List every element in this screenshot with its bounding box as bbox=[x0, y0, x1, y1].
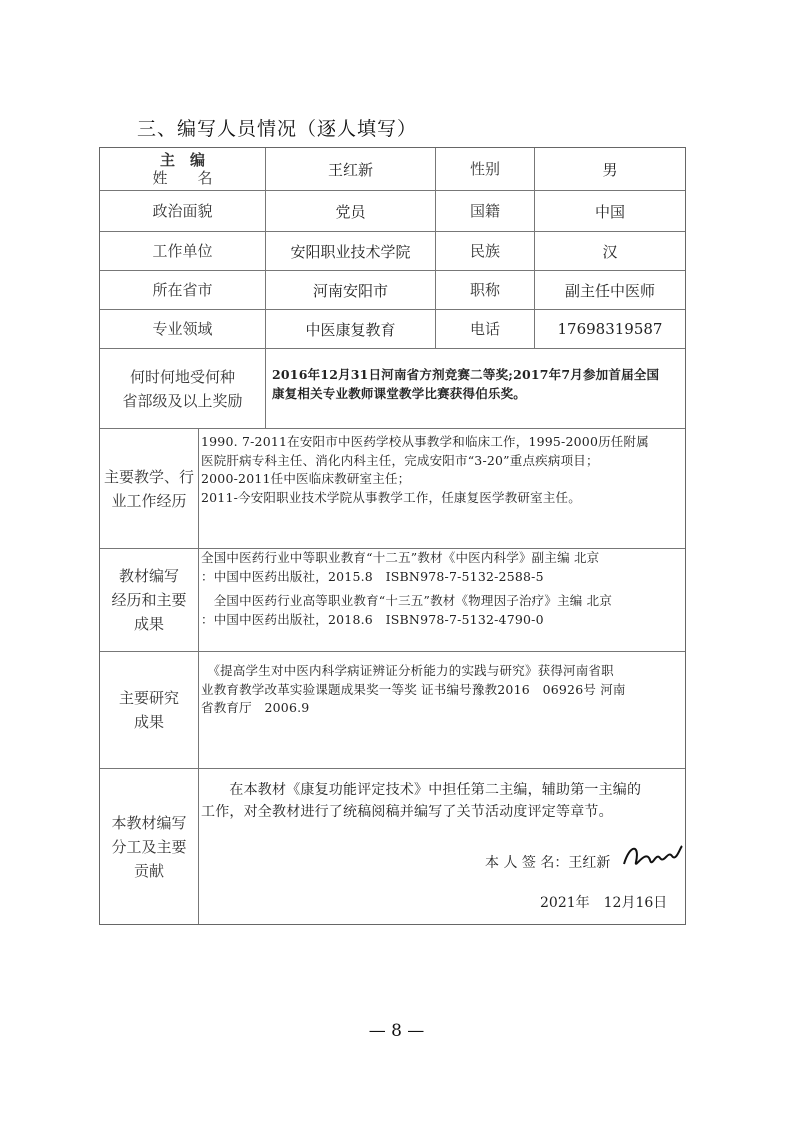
section-heading: 三、编写人员情况（逐人填写） bbox=[137, 118, 418, 140]
experience-text bbox=[201, 433, 685, 507]
experience-label-cell bbox=[100, 429, 198, 548]
experience-line: 2011-今安阳职业技术学院从事教学工作，任康复医学教研室主任。 bbox=[201, 489, 581, 505]
work-unit-value: 安阳职业技术学院 bbox=[290, 242, 411, 261]
title-value: 副主任中医师 bbox=[564, 281, 655, 300]
awards-text-line2: 康复相关专业教师课堂教学比赛获得伯乐奖。 bbox=[272, 385, 527, 401]
nationality-value: 中国 bbox=[594, 202, 625, 221]
name-value: 王红新 bbox=[327, 160, 373, 179]
textbooks-label-line2: 经历和主要 bbox=[111, 591, 187, 609]
signature-row bbox=[485, 852, 610, 872]
name-label: 姓 名 bbox=[152, 169, 213, 187]
research-label-line2: 成果 bbox=[133, 713, 164, 731]
signature-name: 王红新 bbox=[568, 855, 611, 871]
textbook-line: ：中国中医药出版社，2018.6 ISBN978-7-5132-4790-0 bbox=[201, 611, 544, 627]
contribution-label-line3: 贡献 bbox=[133, 861, 164, 880]
contribution-label-cell bbox=[100, 769, 198, 924]
research-line: 业教育教学改革实验课题成果奖一等奖 证书编号豫教2016 06926号 河南 bbox=[201, 681, 626, 697]
author-info-form bbox=[99, 147, 686, 925]
contribution-label-line1: 本教材编写 bbox=[111, 813, 187, 832]
page-number: — 8 — bbox=[368, 1021, 425, 1041]
gender-value: 男 bbox=[602, 160, 618, 179]
gender-label: 性别 bbox=[469, 160, 500, 178]
column-divider bbox=[265, 348, 266, 428]
contribution-line: 在本教材《康复功能评定技术》中担任第二主编，辅助第一主编的 bbox=[201, 782, 642, 798]
textbooks-text bbox=[201, 549, 685, 629]
signature-label: 本 人 签 名： bbox=[485, 855, 569, 871]
ethnicity-label: 民族 bbox=[469, 242, 500, 260]
field-value: 中医康复教育 bbox=[305, 320, 396, 339]
ethnicity-value: 汉 bbox=[602, 242, 618, 261]
nationality-label: 国籍 bbox=[469, 202, 500, 220]
work-unit-label: 工作单位 bbox=[152, 242, 213, 260]
textbooks-label-cell bbox=[100, 549, 198, 651]
experience-label-line2: 业工作经历 bbox=[111, 491, 187, 510]
textbooks-label-line3: 成果 bbox=[133, 615, 164, 633]
signature-date: 2021年 12月16日 bbox=[540, 895, 668, 911]
textbook-line: ：中国中医药出版社，2015.8 ISBN978-7-5132-2588-5 bbox=[201, 568, 544, 584]
experience-line: 1990. 7-2011在安阳市中医药学校从事教学和临床工作，1995-2000历任附属 bbox=[201, 434, 649, 449]
contribution-line: 工作，对全教材进行了统稿阅稿并编写了关节活动度评定等章节。 bbox=[201, 804, 613, 820]
political-value: 党员 bbox=[335, 202, 366, 221]
textbook-line: 全国中医药行业中等职业教育“十二五”教材《中医内科学》副主编 北京 bbox=[201, 550, 600, 565]
phone-label: 电话 bbox=[469, 320, 500, 338]
awards-label-line2: 省部级及以上奖励 bbox=[122, 391, 243, 410]
research-label-line1: 主要研究 bbox=[118, 689, 179, 707]
awards-label-cell bbox=[100, 349, 265, 428]
name-label-cell bbox=[100, 148, 265, 190]
contribution-label-line2: 分工及主要 bbox=[111, 837, 187, 856]
research-text bbox=[201, 662, 685, 718]
handwritten-signature-mark bbox=[620, 838, 685, 874]
province-label: 所在省市 bbox=[152, 281, 213, 299]
chief-editor-label: 主 编 bbox=[159, 151, 205, 169]
research-line: 《提高学生对中医内科学病证辨证分析能力的实践与研究》获得河南省职 bbox=[201, 663, 614, 678]
textbooks-label-line1: 教材编写 bbox=[118, 567, 179, 585]
political-label: 政治面貌 bbox=[152, 202, 213, 220]
column-divider bbox=[198, 428, 199, 924]
awards-text bbox=[272, 366, 684, 403]
experience-line: 医院肝病专科主任、消化内科主任，完成安阳市“3-20”重点疾病项目； bbox=[201, 452, 599, 468]
province-value: 河南安阳市 bbox=[312, 281, 388, 300]
experience-label-line1: 主要教学、行 bbox=[103, 467, 194, 486]
research-label-cell bbox=[100, 652, 198, 768]
title-label: 职称 bbox=[469, 281, 500, 299]
contribution-text bbox=[201, 779, 685, 823]
field-label: 专业领域 bbox=[152, 320, 213, 338]
research-line: 省教育厅 2006.9 bbox=[201, 700, 310, 715]
awards-label-line1: 何时何地受何种 bbox=[129, 367, 235, 386]
experience-line: 2000-2011任中医临床教研室主任； bbox=[201, 471, 411, 486]
textbook-line: 全国中医药行业高等职业教育“十三五”教材《物理因子治疗》主编 北京 bbox=[201, 593, 613, 608]
awards-text-line1: 2016年12月31日河南省方剂竞赛二等奖;2017年7月参加首届全国 bbox=[272, 367, 660, 382]
phone-value: 17698319587 bbox=[557, 320, 663, 338]
